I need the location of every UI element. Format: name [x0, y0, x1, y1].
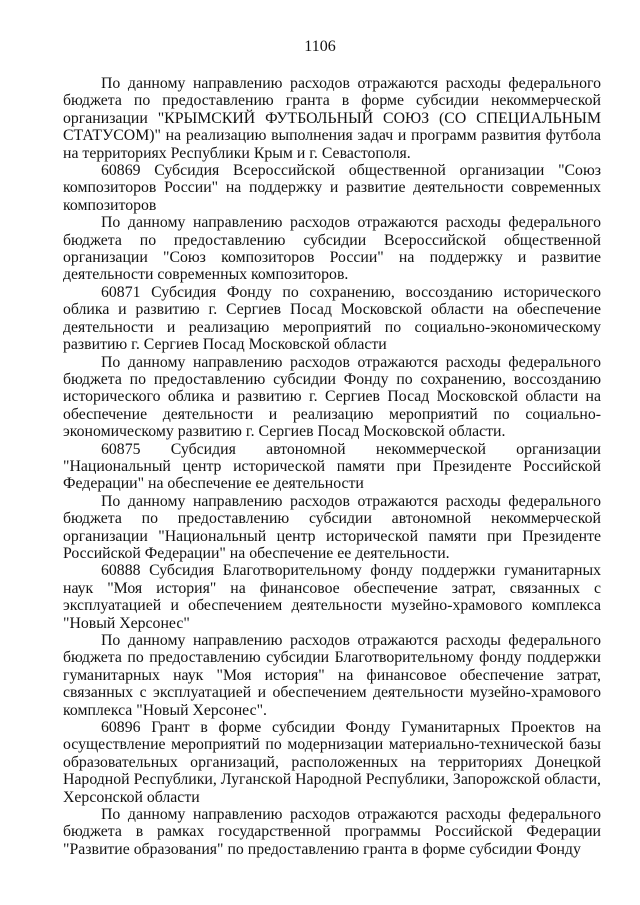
paragraph-code-60871: 60871 Субсидия Фонду по сохранению, воссозданию исторического облика и развитию г. Сергиев Посад Московской области на обеспечение деятельности и реализацию мероприятий по социально-экономическому развитию г. Сергиев Посад Московской области [63, 283, 601, 354]
paragraph-composers-union-description: По данному направлению расходов отражаются расходы федерального бюджета по предоставлению субсидии Всероссийской общественной организации "Союз композиторов России" на поддержку и развитие деятельности современных композиторов. [63, 214, 601, 284]
document-body [63, 75, 601, 858]
paragraph-code-60888: 60888 Субсидия Благотворительному фонду поддержки гуманитарных наук "Моя история" на финансовое обеспечение затрат, связанных с эксплуатацией и обеспечением деятельности музейно-храмового комплекса "Новый Херсонес" [63, 562, 601, 632]
paragraph-code-60875: 60875 Субсидия автономной некоммерческой организации "Национальный центр исторической памяти при Президенте Российской Федерации" на обеспечение ее деятельности [63, 440, 601, 493]
paragraph-education-development-description: По данному направлению расходов отражаются расходы федерального бюджета в рамках государственной программы Российской Федерации "Развитие образования" по предоставлению гранта в форме субсидии Фонду [63, 806, 601, 858]
paragraph-code-60869: 60869 Субсидия Всероссийской общественной организации "Союз композиторов России" на поддержку и развитие деятельности современных композиторов [63, 162, 601, 214]
paragraph-new-chersonesos-description: По данному направлению расходов отражаются расходы федерального бюджета по предоставлению субсидии Благотворительному фонду поддержки гуманитарных наук "Моя история" на финансовое обеспечение затрат, связанных с эксплуатацией и обеспечением деятельности музейно-храмового комплекса "Новый Херсонес". [63, 632, 601, 719]
paragraph-code-60896: 60896 Грант в форме субсидии Фонду Гуманитарных Проектов на осуществление мероприятий по модернизации материально-технической базы образовательных организаций, расположенных на территориях Донецкой Народной Республики, Луганской Народной Республики, Запорожской области, Херсонской области [63, 719, 601, 806]
paragraph-historical-memory-description: По данному направлению расходов отражаются расходы федерального бюджета по предоставлению субсидии автономной некоммерческой организации "Национальный центр исторической памяти при Президенте Российской Федерации" на обеспечение ее деятельности. [63, 492, 601, 562]
page-number: 1106 [304, 38, 336, 55]
paragraph-sergiev-posad-description: По данному направлению расходов отражаются расходы федерального бюджета по предоставлению субсидии Фонду по сохранению, воссозданию исторического облика и развитию г. Сергиев Посад Московской области на обеспечение деятельности и реализацию мероприятий по социально-экономическому развитию г. Сергиев Посад Московской области. [63, 353, 601, 441]
paragraph-crimean-football-union: По данному направлению расходов отражаются расходы федерального бюджета по предоставлению гранта в форме субсидии некоммерческой организации "КРЫМСКИЙ ФУТБОЛЬНЫЙ СОЮЗ (СО СПЕЦИАЛЬНЫМ СТАТУСОМ)" на реализацию выполнения задач и программ развития футбола на территориях Республики Крым и г. Севастополя. [63, 75, 601, 162]
